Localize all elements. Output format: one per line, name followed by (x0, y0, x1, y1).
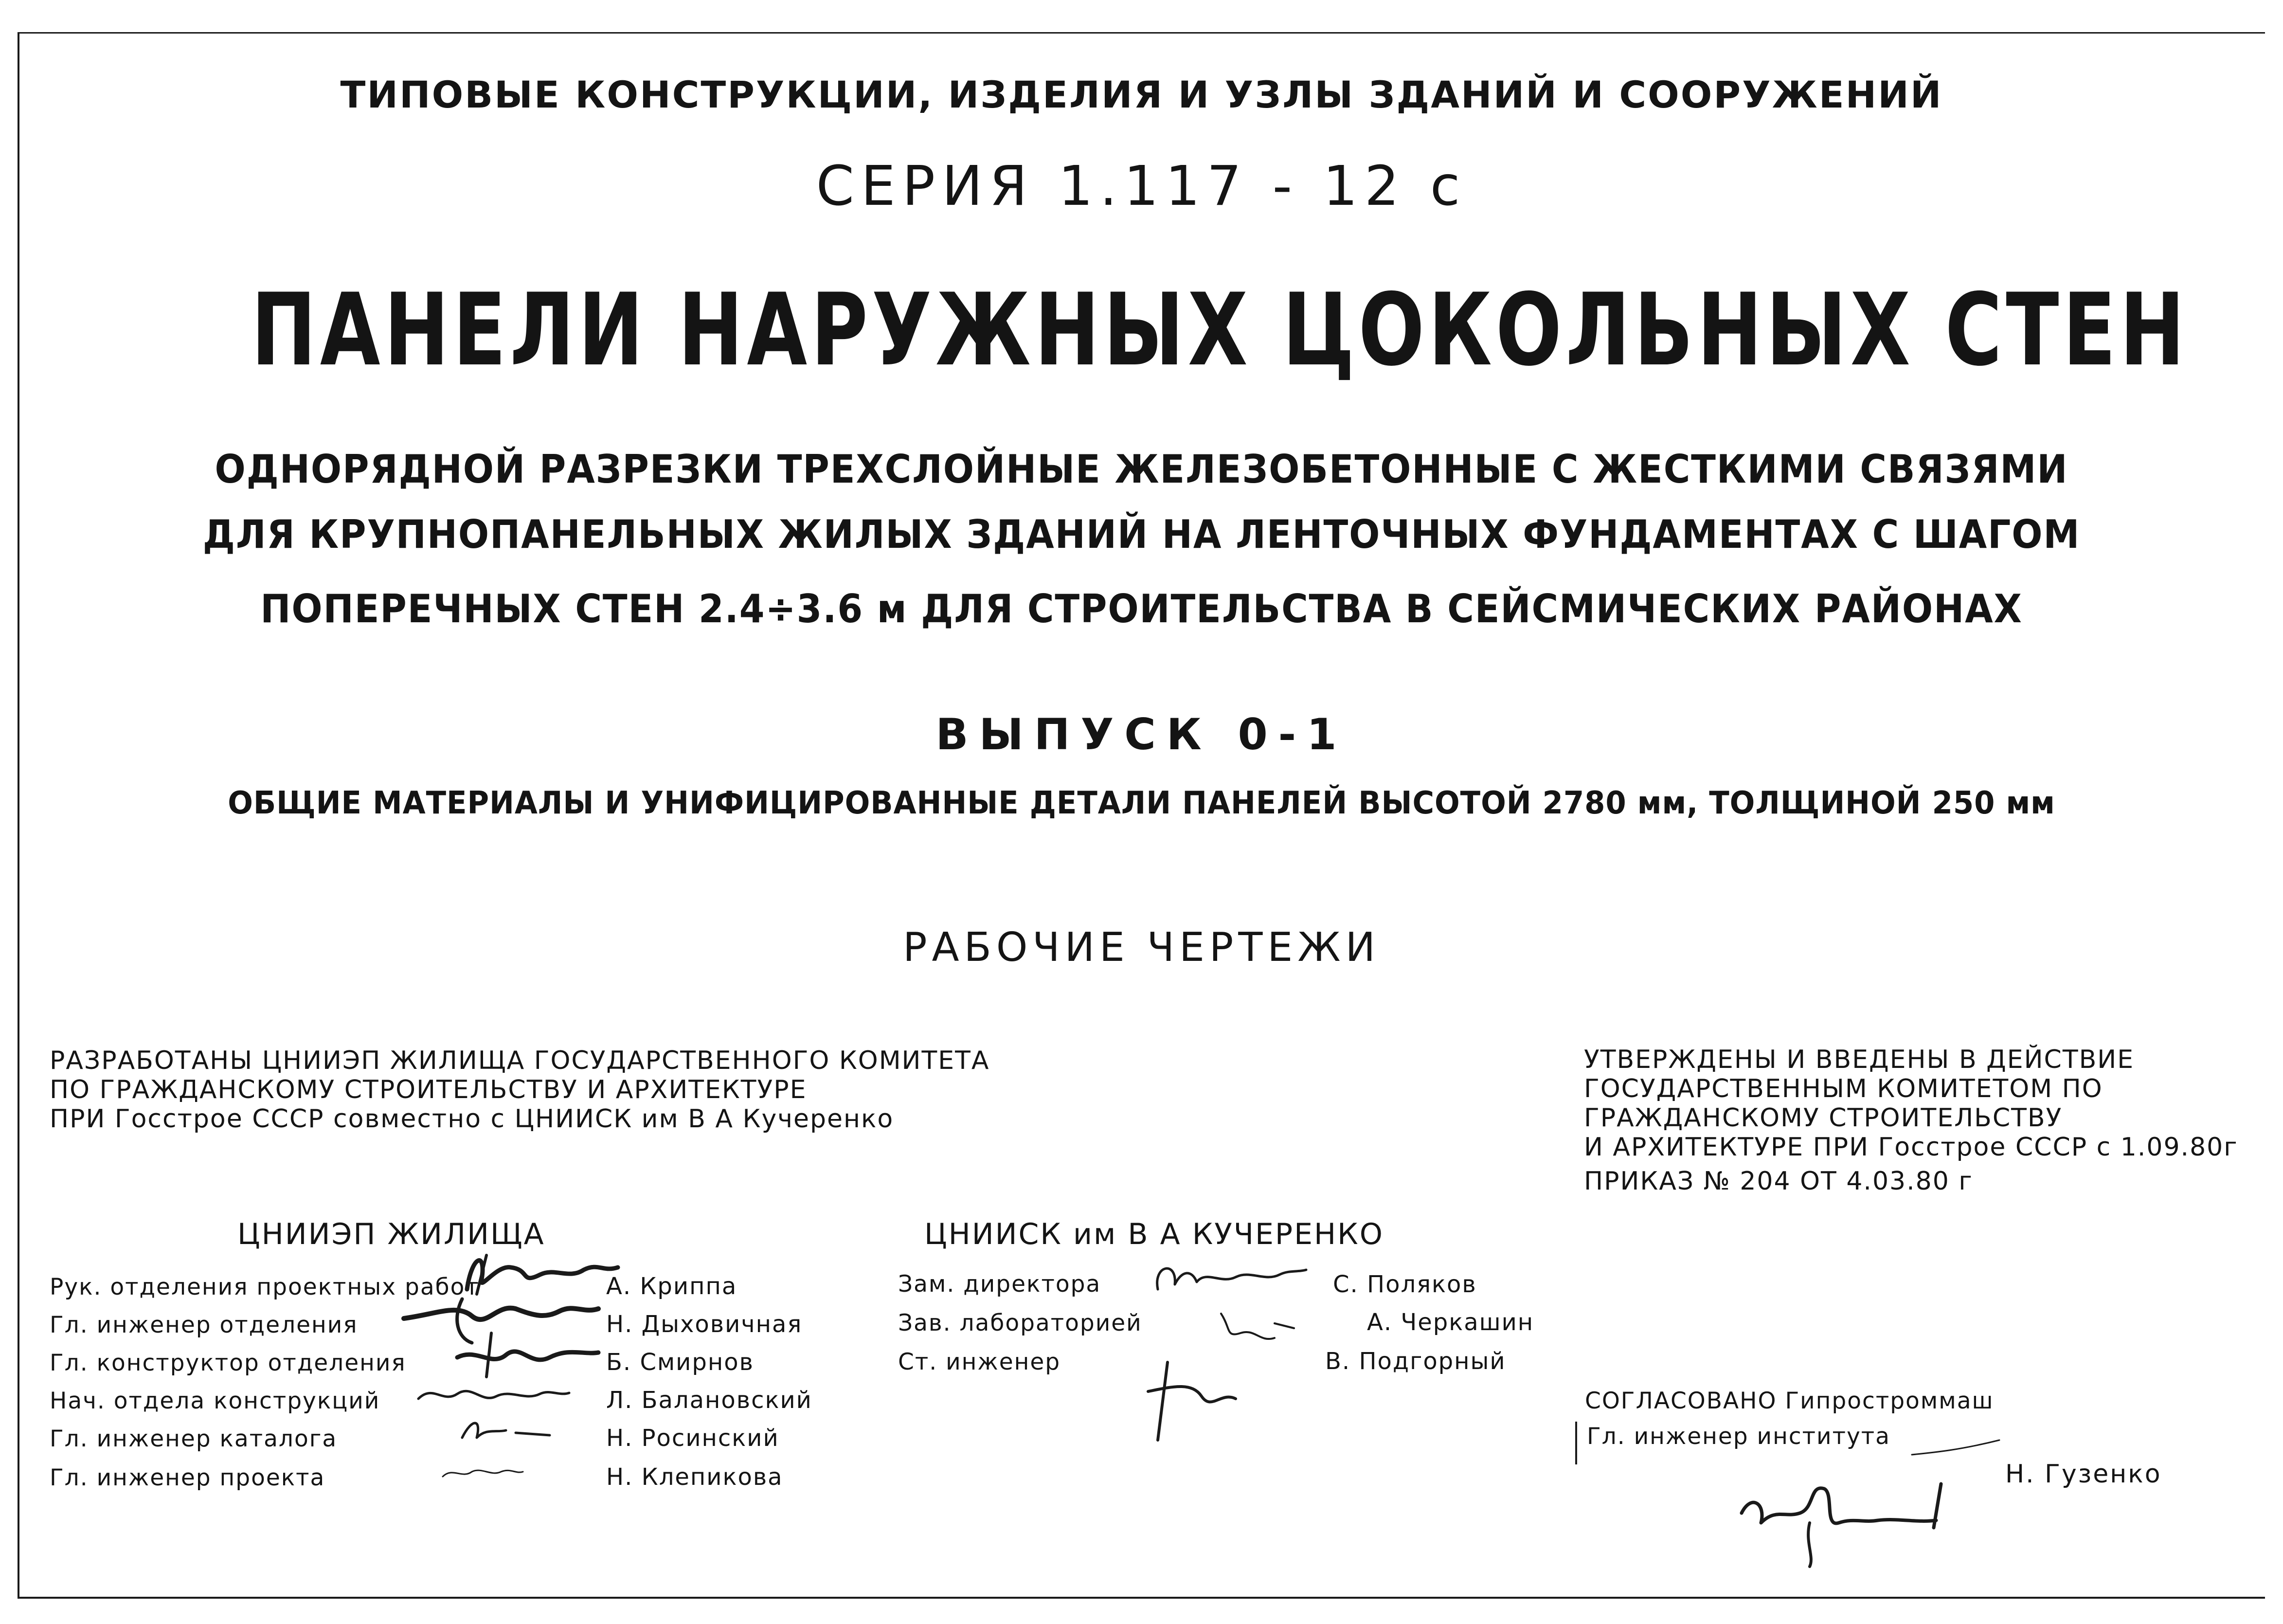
issue-label: ВЫПУСК 0-1 (935, 709, 1348, 759)
signatory-post: Гл. инженер отделения (50, 1312, 358, 1338)
approved-by-block (1584, 1045, 2238, 1196)
signatory-name: Н. Росинский (606, 1425, 779, 1452)
signature-rosinsky (452, 1413, 559, 1447)
signature-polyakov (1148, 1255, 1309, 1304)
signatory-post: Ст. инженер (898, 1349, 1061, 1375)
signatory-name: С. Поляков (1333, 1271, 1477, 1298)
developed-by-line: ПРИ Госстрое СССР совместно с ЦНИИСК им В А Кучеренко (50, 1104, 894, 1134)
signatory-post: Нач. отдела конструкций (50, 1388, 380, 1414)
working-drawings-label: РАБОЧИЕ ЧЕРТЕЖИ (903, 924, 1380, 971)
developed-by-line: ПО ГРАЖДАНСКОМУ СТРОИТЕЛЬСТВУ И АРХИТЕКТУРЕ (50, 1075, 807, 1104)
signatory-name: Н. Клепикова (606, 1463, 783, 1491)
signature-cherkashin (1202, 1304, 1299, 1353)
subtitle-line: ДЛЯ КРУПНОПАНЕЛЬНЫХ ЖИЛЫХ ЗДАНИЙ НА ЛЕНТОЧНЫХ ФУНДАМЕНТАХ С ШАГОМ (202, 512, 2081, 557)
approved-by-line: ПРИКАЗ № 204 ОТ 4.03.80 г (1584, 1167, 1973, 1196)
agreed-name: Н. Гузенко (2005, 1460, 2162, 1489)
approved-by-line: ГРАЖДАНСКОМУ СТРОИТЕЛЬСТВУ (1584, 1103, 2063, 1133)
signature-smirnov (448, 1328, 603, 1382)
signatory-post: Гл. инженер каталога (50, 1426, 338, 1452)
signatory-post: Зав. лабораторией (898, 1310, 1142, 1336)
developed-by-block (50, 1046, 989, 1134)
signatory-post: Гл. конструктор отделения (50, 1350, 406, 1376)
agreed-post: Гл. инженер института (1587, 1423, 1890, 1450)
developed-by-line: РАЗРАБОТАНЫ ЦНИИЭП ЖИЛИЩА ГОСУДАРСТВЕННОГО КОМИТЕТА (50, 1046, 990, 1075)
header-text: ТИПОВЫЕ КОНСТРУКЦИИ, ИЗДЕЛИЯ И УЗЛЫ ЗДАНИЙ И СООРУЖЕНИЙ (340, 73, 1943, 116)
signatory-post: Зам. директора (898, 1271, 1101, 1298)
agreed-label: СОГЛАСОВАНО Гипростроммаш (1585, 1388, 1994, 1414)
left-org-title: ЦНИИЭП ЖИЛИЩА (237, 1217, 545, 1251)
signatory-post: Гл. инженер проекта (50, 1464, 325, 1491)
signature-klepikova (438, 1457, 525, 1486)
signature-podgorny (1138, 1353, 1255, 1450)
series-label: СЕРИЯ 1.117 - 12 с (816, 155, 1467, 218)
approved-by-line: ГОСУДАРСТВЕННЫМ КОМИТЕТОМ ПО (1584, 1074, 2103, 1103)
mid-org-title: ЦНИИСК им В А КУЧЕРЕНКО (924, 1217, 1384, 1251)
signatory-name: В. Подгорный (1325, 1348, 1506, 1375)
subtitle-line: ОДНОРЯДНОЙ РАЗРЕЗКИ ТРЕХСЛОЙНЫЕ ЖЕЛЕЗОБЕТОННЫЕ С ЖЕСТКИМИ СВЯЗЯМИ (215, 447, 2068, 492)
signatory-name: Н. Дыховичная (606, 1311, 803, 1338)
signatory-name: А. Криппа (606, 1273, 737, 1300)
document-title: ПАНЕЛИ НАРУЖНЫХ ЦОКОЛЬНЫХ СТЕН (251, 272, 2189, 388)
signature-guzenko-line (1907, 1435, 2004, 1460)
signature-guzenko (1732, 1474, 1965, 1571)
approved-by-line: И АРХИТЕКТУРЕ ПРИ Госстрое СССР с 1.09.80г (1584, 1133, 2238, 1162)
signatory-post: Рук. отделения проектных работ (50, 1274, 480, 1300)
signature-balanovsky (413, 1374, 574, 1413)
signatory-name: Л. Балановский (606, 1387, 812, 1414)
approved-by-line: УТВЕРЖДЕНЫ И ВВЕДЕНЫ В ДЕЙСТВИЕ (1584, 1045, 2135, 1074)
signatory-name: Б. Смирнов (606, 1349, 754, 1376)
agreed-bracket (1575, 1422, 1577, 1464)
issue-description: ОБЩИЕ МАТЕРИАЛЫ И УНИФИЦИРОВАННЫЕ ДЕТАЛИ ПАНЕЛЕЙ ВЫСОТОЙ 2780 мм, ТОЛЩИНОЙ 250 мм (228, 785, 2055, 821)
signatory-name: А. Черкашин (1367, 1309, 1534, 1336)
subtitle-line: ПОПЕРЕЧНЫХ СТЕН 2.4÷3.6 м ДЛЯ СТРОИТЕЛЬСТВА В СЕЙСМИЧЕСКИХ РАЙОНАХ (260, 586, 2023, 632)
